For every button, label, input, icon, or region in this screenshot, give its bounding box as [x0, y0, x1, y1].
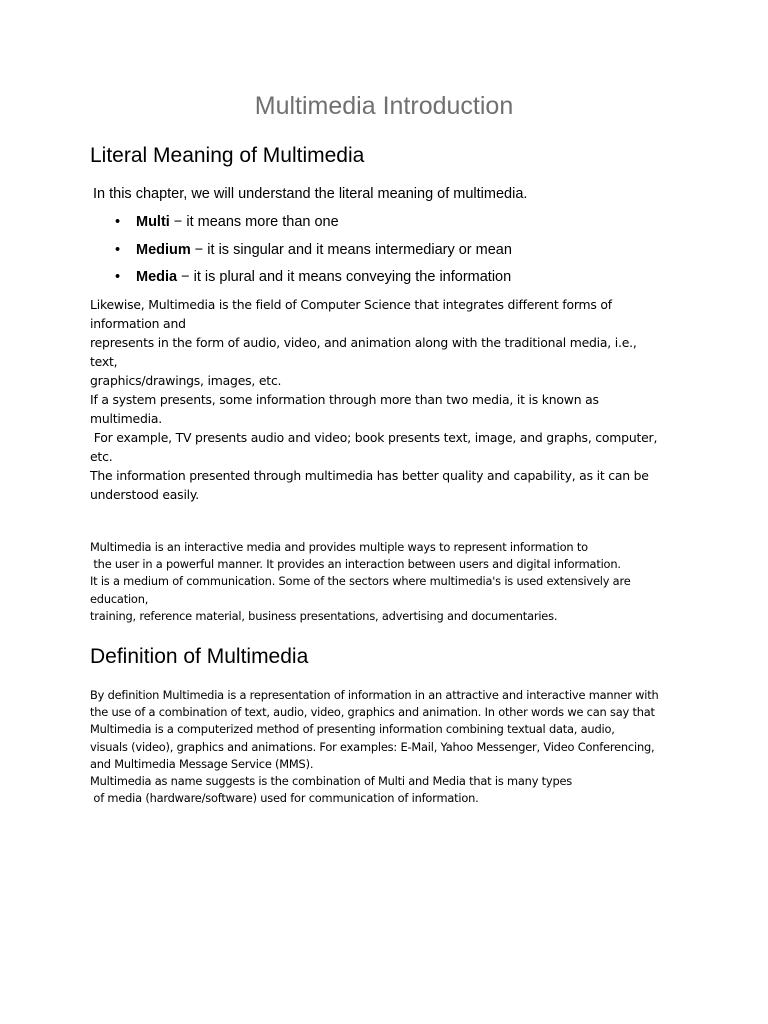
paragraph-line: If a system presents, some information through more than two media, it is known as: [90, 392, 599, 407]
paragraph-line: etc.: [90, 449, 113, 464]
bullet-text: − it is plural and it means conveying the information: [177, 269, 512, 285]
paragraph-line: Multimedia is a computerized method of presenting information combining textual data, audio,: [90, 722, 615, 737]
section-heading-definition: Definition of Multimedia: [90, 645, 309, 668]
bullet-item-medium: [90, 238, 512, 266]
paragraph-line: Multimedia is an interactive media and provides multiple ways to represent information to: [90, 540, 588, 554]
paragraph-line: text,: [90, 354, 118, 369]
paragraph-line: understood easily.: [90, 487, 200, 502]
paragraph-line: For example, TV presents audio and video; book presents text, image, and graphs, computer,: [90, 430, 658, 445]
paragraph-line: and Multimedia Message Service (MMS).: [90, 756, 314, 771]
section-heading-literal-meaning: Literal Meaning of Multimedia: [90, 144, 365, 167]
paragraph-line: the use of a combination of text, audio, video, graphics and animation. In other words we can say that: [90, 705, 655, 720]
paragraph-line: represents in the form of audio, video, and animation along with the traditional media, i.e.,: [90, 335, 637, 350]
paragraph-definition: [90, 687, 690, 807]
paragraph-line: graphics/drawings, images, etc.: [90, 373, 282, 388]
document-title: Multimedia Introduction: [254, 92, 514, 120]
bullet-text: − it is singular and it means intermediary or mean: [190, 241, 512, 258]
paragraph-line: of media (hardware/software) used for communication of information.: [90, 791, 479, 806]
bullet-item-media: [90, 265, 512, 293]
bullet-term: Media: [136, 269, 178, 285]
paragraph-line: training, reference material, business presentations, advertising and documentaries.: [90, 608, 558, 623]
paragraph-line: By definition Multimedia is a representation of information in an attractive and interactive manner with: [90, 688, 659, 702]
paragraph-line: The information presented through multimedia has better quality and capability, as it can be: [90, 468, 649, 483]
paragraph-line: the user in a powerful manner. It provides an interaction between users and digital information.: [90, 557, 621, 572]
meaning-bullet-list: [90, 210, 512, 293]
paragraph-likewise: [90, 295, 690, 504]
paragraph-line: visuals (video), graphics and animations. For examples: E-Mail, Yahoo Messenger, Video Conferencing,: [90, 739, 655, 754]
paragraph-line: education,: [90, 591, 149, 606]
paragraph-line: Multimedia as name suggests is the combination of Multi and Media that is many types: [90, 774, 573, 789]
bullet-text: − it means more than one: [169, 214, 339, 230]
intro-text: In this chapter, we will understand the literal meaning of multimedia.: [93, 186, 528, 202]
paragraph-interactive-media: [90, 539, 690, 625]
bullet-term: Multi: [136, 214, 170, 230]
paragraph-line: Likewise, Multimedia is the field of Computer Science that integrates different forms of: [90, 297, 612, 312]
paragraph-line: information and: [90, 316, 186, 331]
bullet-term: Medium: [136, 241, 191, 258]
bullet-item-multi: [90, 210, 512, 238]
paragraph-line: It is a medium of communication. Some of the sectors where multimedia's is used extensively are: [90, 574, 631, 589]
paragraph-line: multimedia.: [90, 411, 162, 426]
